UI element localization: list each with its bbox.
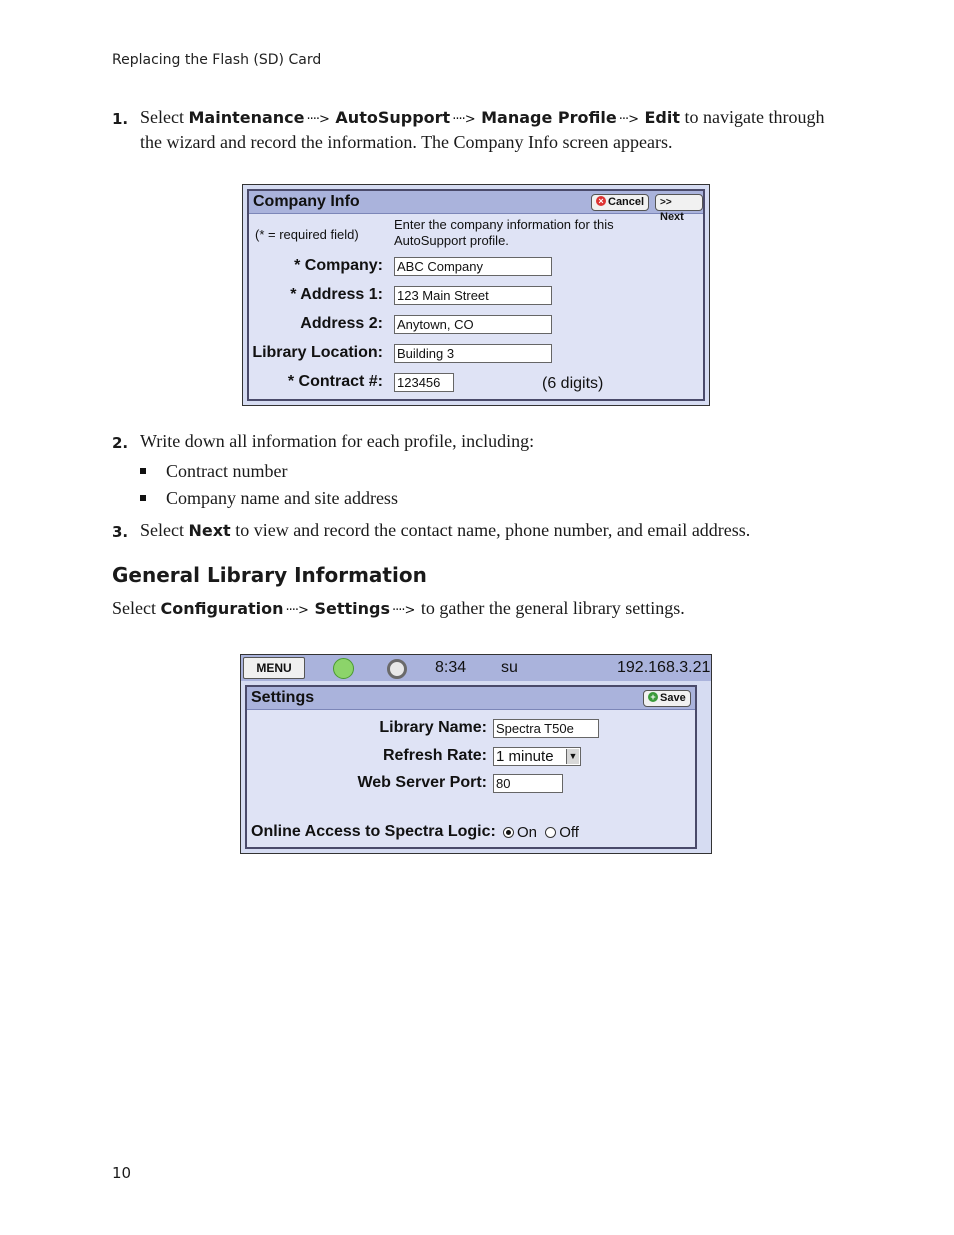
address2-input[interactable]: Anytown, CO	[394, 315, 552, 334]
page-number: 10	[112, 1164, 132, 1182]
arrow-icon: ····>	[391, 603, 415, 618]
address1-input[interactable]: 123 Main Street	[394, 286, 552, 305]
radio-on[interactable]	[503, 824, 537, 841]
chevron-down-icon: ▼	[566, 749, 579, 764]
panel-title: Company Info	[253, 193, 360, 210]
address1-label: * Address 1:	[290, 286, 383, 303]
step-line2: the wizard and record the information. The Company Info screen appears.	[140, 132, 673, 152]
online-access-radios	[503, 824, 579, 841]
arrow-icon: ····>	[285, 603, 308, 618]
step-text	[140, 106, 852, 153]
step-text	[140, 519, 872, 542]
required-note: (* = required field)	[255, 227, 359, 242]
step-number: 1.	[112, 110, 129, 128]
company-info-titlebar	[249, 191, 703, 223]
cancel-label: Cancel	[608, 196, 645, 208]
library-location-input[interactable]: Building 3	[394, 344, 552, 363]
para-prefix: Select	[112, 598, 156, 618]
radio-off-label: Off	[559, 824, 579, 841]
step-3	[112, 519, 872, 542]
bullet-item	[140, 461, 287, 482]
arrow-icon: ····>	[306, 112, 329, 127]
ui-next: Next	[188, 521, 231, 540]
step-suffix: to view and record the contact name, phone number, and email address.	[235, 520, 751, 540]
menu-path-settings: Settings	[314, 599, 390, 618]
panel-title: Settings	[251, 689, 315, 706]
library-location-label: Library Location:	[252, 344, 383, 361]
step-prefix: Select	[140, 520, 184, 540]
digits-note: (6 digits)	[542, 375, 604, 392]
save-button[interactable]	[643, 690, 691, 707]
section-title: General Library Information	[112, 563, 427, 587]
bullet-text: Contract number	[166, 461, 288, 481]
menu-button[interactable]: MENU	[243, 657, 305, 679]
status-ok-icon	[333, 658, 354, 679]
cancel-button[interactable]	[591, 194, 649, 211]
radio-selected-icon	[503, 827, 514, 838]
library-name-label: Library Name:	[379, 719, 487, 736]
arrow-icon: ····>	[452, 112, 475, 127]
refresh-rate-label: Refresh Rate:	[382, 747, 487, 764]
arrow-icon: ···>	[618, 112, 638, 127]
radio-unselected-icon	[545, 827, 556, 838]
double-chevron-icon: >>	[660, 197, 672, 208]
address2-label: Address 2:	[300, 315, 383, 332]
step-prefix: Select	[140, 107, 184, 127]
ip-display: 192.168.3.21	[617, 659, 711, 676]
refresh-icon	[387, 659, 407, 679]
time-display: 8:34	[435, 659, 467, 676]
settings-panel	[245, 685, 697, 849]
step-text: Write down all information for each profile, including:	[140, 431, 535, 451]
menu-path-maintenance: Maintenance	[188, 108, 305, 127]
refresh-rate-select[interactable]	[493, 747, 581, 766]
contract-input[interactable]: 123456	[394, 373, 454, 392]
save-label: Save	[660, 692, 686, 704]
running-header: Replacing the Flash (SD) Card	[112, 52, 322, 68]
menu-path-edit: Edit	[644, 108, 681, 127]
step-2	[112, 430, 852, 452]
company-info-screenshot	[242, 184, 710, 406]
contract-label: * Contract #:	[287, 373, 383, 390]
menu-path-manage-profile: Manage Profile	[481, 108, 617, 127]
para-suffix: to gather the general library settings.	[420, 598, 685, 618]
radio-on-label: On	[517, 824, 538, 841]
step-1	[112, 106, 852, 153]
step-suffix: to navigate through	[684, 107, 825, 127]
cancel-icon: ×	[596, 196, 606, 206]
company-info-panel	[247, 189, 705, 401]
online-access-label: Online Access to Spectra Logic:	[251, 823, 496, 840]
section-paragraph	[112, 598, 685, 619]
step-number: 2.	[112, 434, 129, 452]
web-port-input[interactable]: 80	[493, 774, 563, 793]
settings-screenshot	[240, 654, 712, 854]
refresh-rate-value: 1 minute	[496, 748, 554, 765]
status-bar	[241, 655, 711, 681]
next-button[interactable]	[655, 194, 703, 223]
next-label: Next	[660, 211, 684, 223]
bullet-text: Company name and site address	[166, 488, 398, 508]
web-port-label: Web Server Port:	[357, 774, 487, 791]
menu-path-configuration: Configuration	[160, 599, 284, 618]
settings-titlebar	[247, 687, 695, 710]
radio-off[interactable]	[545, 824, 579, 841]
instruction-line-1: Enter the company information for this	[394, 217, 614, 232]
library-name-input[interactable]: Spectra T50e	[493, 719, 599, 738]
user-display: su	[501, 659, 518, 676]
company-input[interactable]: ABC Company	[394, 257, 552, 276]
menu-path-autosupport: AutoSupport	[335, 108, 451, 127]
step-number: 3.	[112, 523, 129, 541]
bullet-item	[140, 488, 398, 509]
instruction-line-2: AutoSupport profile.	[394, 233, 509, 248]
plus-icon: +	[648, 692, 658, 702]
company-label: * Company:	[294, 257, 383, 274]
bullet-icon	[140, 495, 146, 501]
bullet-icon	[140, 468, 146, 474]
